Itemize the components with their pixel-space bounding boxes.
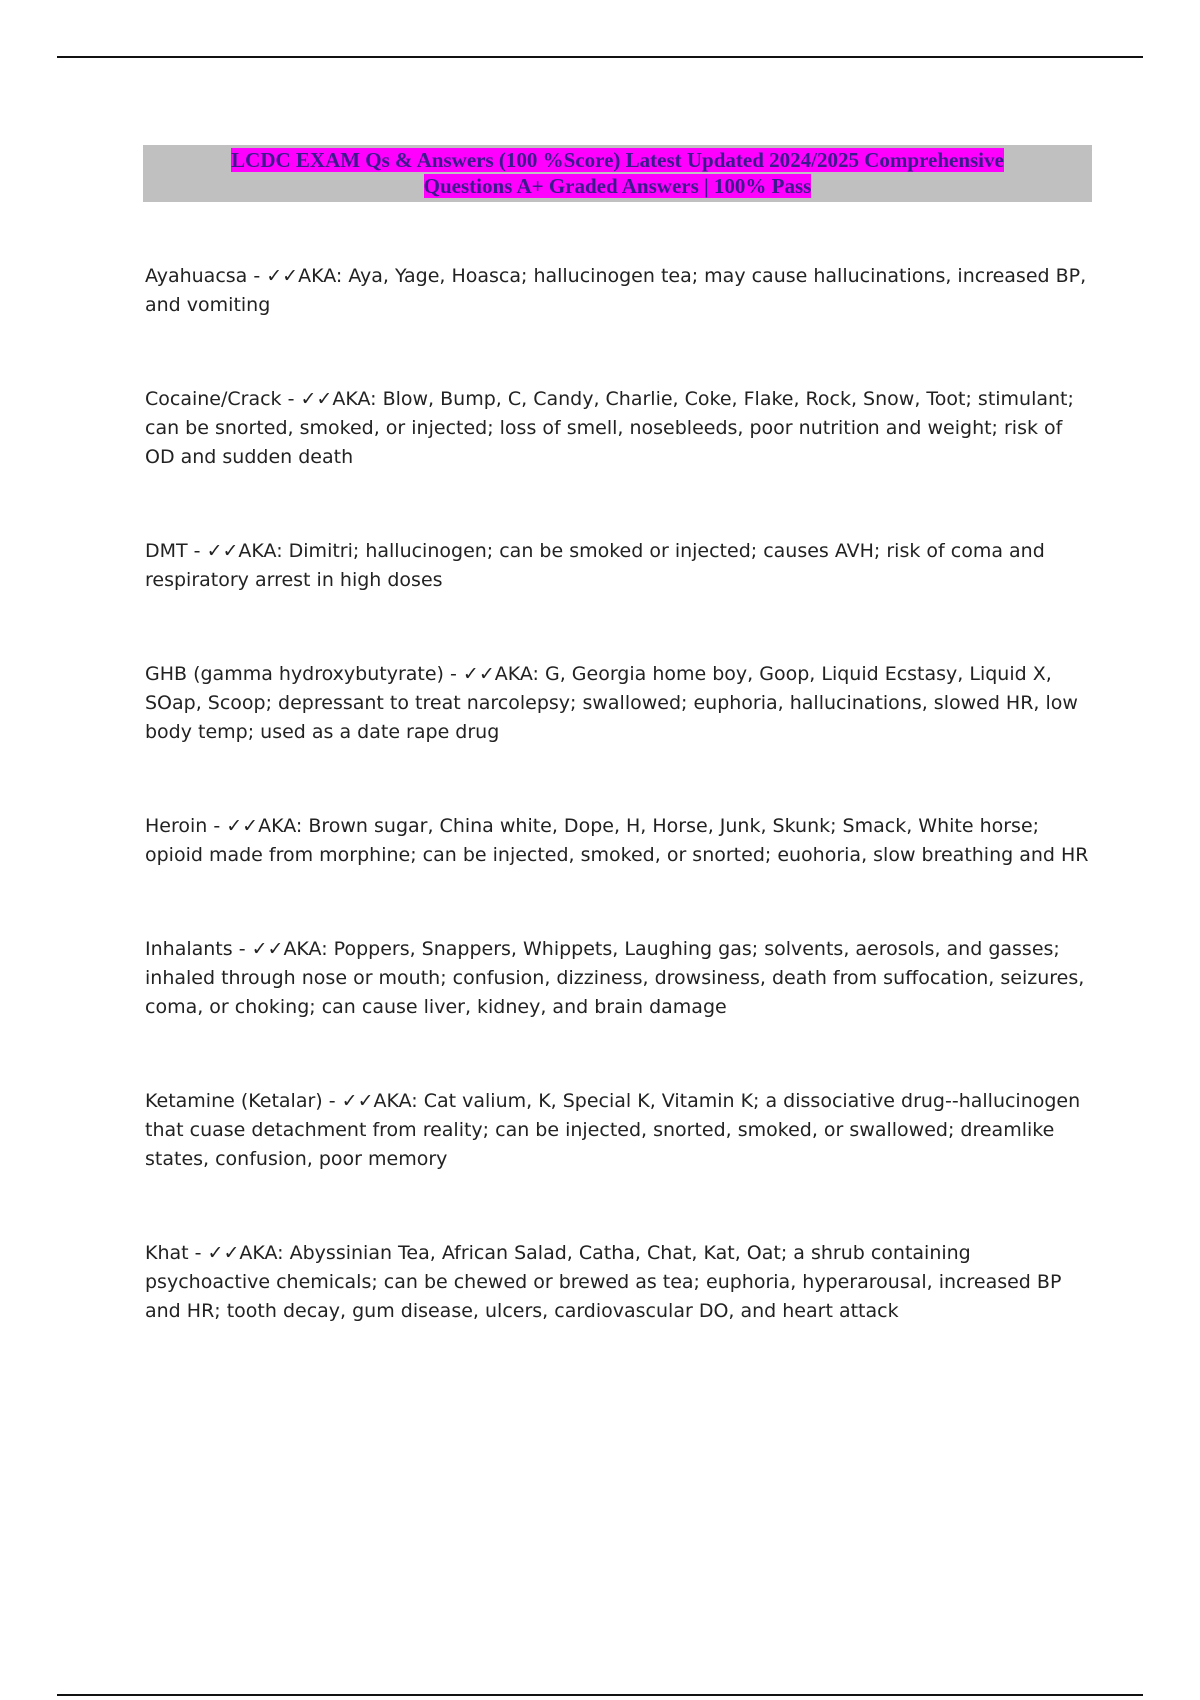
entry-definition: AKA: Cat valium, K, Special K, Vitamin K; a dissociative drug--hallucinogen that cuase detachment from reality; can be injected, snorted, smoked, or swallowed; dreamlike states, confusion, poor memory bbox=[145, 1090, 1081, 1170]
entry-term: Inhalants bbox=[145, 938, 233, 960]
entry-term: DMT bbox=[145, 540, 188, 562]
check-icon: - ✓✓ bbox=[247, 265, 299, 287]
title-line-1: LCDC EXAM Qs & Answers (100 %Score) Latest Updated 2024/2025 Comprehensive bbox=[231, 148, 1004, 172]
check-icon: - ✓✓ bbox=[188, 1242, 240, 1264]
entry-definition: AKA: Blow, Bump, C, Candy, Charlie, Coke, Flake, Rock, Snow, Toot; stimulant; can be snorted, smoked, or injected; loss of smell, nosebleeds, poor nutrition and weight; risk of OD and sudden death bbox=[145, 388, 1074, 468]
entry-definition: AKA: G, Georgia home boy, Goop, Liquid Ecstasy, Liquid X, SOap, Scoop; depressant to treat narcolepsy; swallowed; euphoria, hallucinations, slowed HR, low body temp; used as a date rape drug bbox=[145, 663, 1078, 743]
entry-term: GHB (gamma hydroxybutyrate) bbox=[145, 663, 444, 685]
entry-definition: AKA: Dimitri; hallucinogen; can be smoked or injected; causes AVH; risk of coma and respiratory arrest in high doses bbox=[145, 540, 1045, 591]
check-icon: - ✓✓ bbox=[187, 540, 239, 562]
entry-ayahuasca bbox=[145, 262, 1090, 320]
entry-khat bbox=[145, 1239, 1090, 1326]
entry-term: Cocaine/Crack bbox=[145, 388, 282, 410]
entry-inhalants bbox=[145, 935, 1090, 1022]
entry-term: Khat bbox=[145, 1242, 189, 1264]
entry-ketamine bbox=[145, 1087, 1090, 1174]
entry-list bbox=[145, 262, 1090, 1326]
check-icon: - ✓✓ bbox=[207, 815, 259, 837]
check-icon: - ✓✓ bbox=[443, 663, 495, 685]
check-icon: - ✓✓ bbox=[281, 388, 333, 410]
entry-term: Ketamine (Ketalar) bbox=[145, 1090, 323, 1112]
check-icon: - ✓✓ bbox=[322, 1090, 374, 1112]
check-icon: - ✓✓ bbox=[232, 938, 284, 960]
entry-term: Ayahuacsa bbox=[145, 265, 248, 287]
title-line-2: Questions A+ Graded Answers | 100% Pass bbox=[423, 174, 812, 198]
entry-ghb bbox=[145, 660, 1090, 747]
entry-dmt bbox=[145, 537, 1090, 595]
entry-definition: AKA: Poppers, Snappers, Whippets, Laughing gas; solvents, aerosols, and gasses; inhaled through nose or mouth; confusion, dizziness, drowsiness, death from suffocation, seizures, coma, or choking; can cause liver, kidney, and brain damage bbox=[145, 938, 1085, 1018]
entry-cocaine bbox=[145, 385, 1090, 472]
entry-definition: AKA: Brown sugar, China white, Dope, H, Horse, Junk, Skunk; Smack, White horse; opioid made from morphine; can be injected, smoked, or snorted; euohoria, slow breathing and HR bbox=[145, 815, 1089, 866]
document-title bbox=[143, 145, 1092, 202]
top-rule bbox=[57, 56, 1143, 58]
bottom-rule bbox=[57, 1694, 1143, 1696]
entry-definition: AKA: Aya, Yage, Hoasca; hallucinogen tea; may cause hallucinations, increased BP, and vomiting bbox=[145, 265, 1087, 316]
entry-term: Heroin bbox=[145, 815, 208, 837]
entry-heroin bbox=[145, 812, 1090, 870]
entry-definition: AKA: Abyssinian Tea, African Salad, Catha, Chat, Kat, Oat; a shrub containing psychoactive chemicals; can be chewed or brewed as tea; euphoria, hyperarousal, increased BP and HR; tooth decay, gum disease, ulcers, cardiovascular DO, and heart attack bbox=[145, 1242, 1062, 1322]
